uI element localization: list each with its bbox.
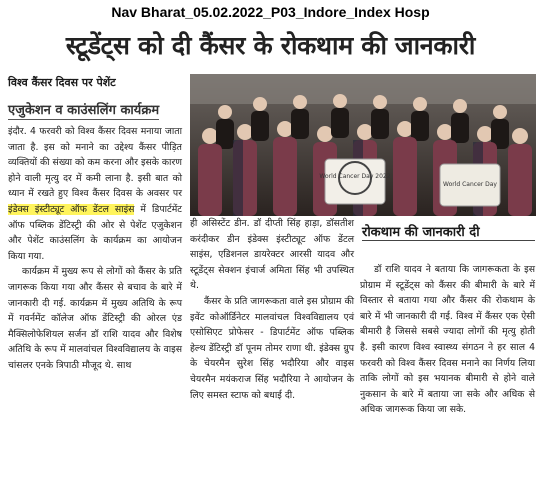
article-column-2 — [190, 216, 354, 403]
article-column-3 — [360, 262, 535, 418]
column-3-paragraph-1: डॉ राशि यादव ने बताया कि जागरूकता के इस प्रोग्राम में स्टूडेंट्स को कैंसर की बीमारी के बारे में विस्तार से बताया गया और कैंसर की रोकथाम के बारे में भी जानकारी दी गई. विश्व में कैंसर एक ऐसी बीमारी है जिससे सबसे ज्यादा लोगों की मृत्यु होती है. इसी कारण विश्व स्वास्थ्य संगठन ने हर साल 4 फरवरी को विश्व कैंसर दिवस मनाने का निर्णय लिया ताकि लोगों को इस भयानक बीमारी से होने वाले नुकसान के बारे में बताया जा सके और अधिक से अधिक जागरूक किया जा सके. — [360, 264, 535, 416]
subheading-2: एजुकेशन व काउंसलिंग कार्यक्रम — [8, 100, 159, 120]
group-photo-image — [190, 74, 536, 216]
article-column-1 — [8, 124, 182, 374]
source-label: Nav Bharat_05.02.2022_P03_Indore_Index Hosp — [111, 4, 430, 20]
photo-caption: रोकथाम की जानकारी दी — [362, 222, 535, 241]
column-1-intro-rest: में डिपार्टमेंट ऑफ पब्लिक डेंटिस्ट्री की ओर से पेशेंट एजुकेशन और पेशेंट काउंसलिंग के कार्यक्रम का आयोजन किया गया. — [8, 203, 182, 262]
column-1-intro: इंदौर. 4 फरवरी को विश्व कैंसर दिवस मनाया जाता जाता है. इस को मनाने का उद्देश्य कैंसर पीड़ित व्यक्तियों की संख्या को कम करना और इसके कारण होने वाली मृत्यु दर में कमी लाना है. इसी बात को ध्यान में रखते हुए विश्व कैंसर दिवस के अवसर पर — [8, 126, 182, 200]
column-1-paragraph-2: कार्यक्रम में मुख्य रूप से लोगों को कैंसर के प्रति जागरूक किया गया और कैंसर से बचाव के बारे में जानकारी दी गई. कार्यक्रम में मुख्य अतिथि के रूप में गवर्नमेंट कॉलेज ऑफ डेंटिस्ट्री की ओरल एंड मैक्सिलोफेशियल सर्जन डॉ राशि यादव और विशेष अतिथि के रूप में मालवांचल विश्वविद्यालय के वाइस चांसलर एनके त्रिपाठी मौजूद थे. साथ — [8, 266, 182, 371]
banner-1-text: World Cancer Day 2022 — [319, 173, 391, 180]
subheading-1: विश्व कैंसर दिवस पर पेशेंट — [8, 76, 116, 89]
headline: स्टूडेंट्स को दी कैंसर के रोकथाम की जानकारी — [65, 31, 476, 60]
column-2-paragraph-1: ही असिस्टेंट डीन. डॉ दीप्ती सिंह हाड़ा, डॉसतीश करंदीकर डीन इंडेक्स इंस्टीट्यूट ऑफ डेंटल साइंस, एडिशनल डायरेक्टर आरसी यादव और स्टूडेंट्स सेक्शन इंचार्ज अमिता सिंह भी उपस्थित थे. — [190, 218, 354, 292]
banner-2-text: World Cancer Day — [443, 181, 497, 188]
highlighted-institute-name: इंडेक्स इंस्टीट्यूट ऑफ डेंटल साइंस — [8, 203, 135, 215]
column-1-paragraph-1 — [8, 124, 182, 264]
group-photo — [190, 74, 536, 216]
column-2-paragraph-2: कैंसर के प्रति जागरूकता वाले इस प्रोग्राम की इवेंट कोऑर्डिनेटर मालवांचल विश्वविद्यालय एवं एसोसिएट प्रोफेसर - डिपार्टमेंट ऑफ पब्लिक हेल्थ डेंटिस्ट्री डॉ पूनम तोमर राणा थी. इंडेक्स ग्रुप के चेयरमैन सुरेश सिंह भदौरिया और वाइस चेयरमैन मयंकराज सिंह भदौरिया ने आयोजन के लिए समस्त स्टाफ को बधाई दी. — [190, 295, 354, 401]
